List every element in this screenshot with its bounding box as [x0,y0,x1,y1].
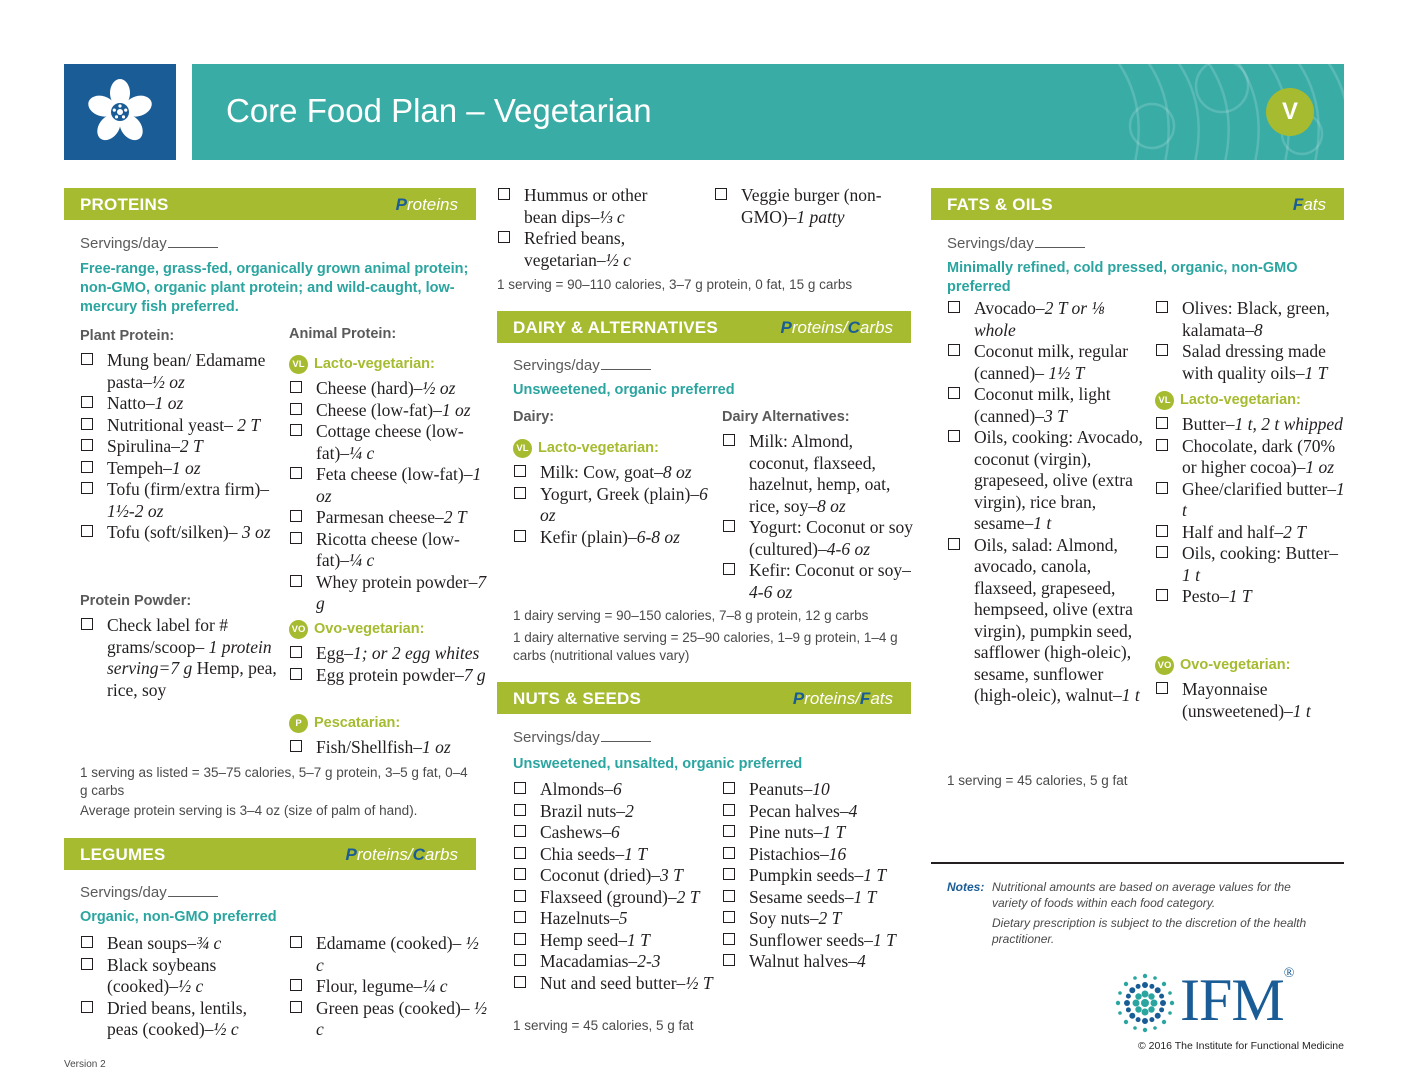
dairy-servings: Servings/day [513,357,651,374]
checkbox[interactable] [290,510,302,522]
checkbox[interactable] [81,482,93,494]
servings-blank[interactable] [168,247,218,248]
nuts-title: NUTS & SEEDS [513,689,642,708]
fats-title: FATS & OILS [947,195,1053,214]
checkbox[interactable] [948,301,960,313]
fats-servings: Servings/day [947,235,1085,252]
checkbox[interactable] [723,890,735,902]
food-item: Hemp seed–1 T [513,930,713,952]
proteins-tag: Proteins [395,195,458,214]
legumes-serving-note: 1 serving = 90–110 calories, 3–7 g protein, 0 fat, 15 g carbs [497,277,853,292]
proteins-preferred: Free-range, grass-fed, organically grown animal protein; non-GMO, organic plant protein; and wild-caught, low-mercury fish preferred. [80,261,469,315]
fats-list-2 [1155,298,1347,384]
food-item: Brazil nuts–2 [513,801,713,823]
checkbox[interactable] [498,231,510,243]
legumes-cont-list-2 [714,185,914,228]
food-item: Cheese (low-fat)–1 oz [289,400,489,422]
ifm-wordmark: IFM® [1180,966,1294,1033]
checkbox[interactable] [723,520,735,532]
food-item: Green peas (cooked)– ½ c [289,998,489,1041]
checkbox[interactable] [723,825,735,837]
checkbox[interactable] [81,958,93,970]
food-item: Ghee/clarified butter–1 t [1155,479,1345,522]
food-item: Check label for # grams/scoop– 1 protein serving=7 g Hemp, pea, rice, soy [80,615,280,701]
food-item: Chia seeds–1 T [513,844,713,866]
protein-powder-heading: Protein Powder: [80,593,192,609]
checkbox[interactable] [723,804,735,816]
checkbox[interactable] [81,439,93,451]
checkbox[interactable] [81,461,93,473]
checkbox[interactable] [290,403,302,415]
food-item: Ricotta cheese (low-fat)–¼ c [289,529,489,572]
checkbox[interactable] [723,933,735,945]
dairy-alternatives-heading: Dairy Alternatives: [722,409,850,425]
plant-protein-heading: Plant Protein: [80,328,175,344]
lacto-vegetarian-label: VL Lacto-vegetarian: [289,352,435,376]
legumes-servings: Servings/day [80,884,218,901]
checkbox[interactable] [81,936,93,948]
checkbox[interactable] [1156,439,1168,451]
food-item: Pistachios–16 [722,844,922,866]
dairy-title: DAIRY & ALTERNATIVES [513,318,718,337]
checkbox[interactable] [1156,301,1168,313]
food-item: Milk: Cow, goat–8 oz [513,462,713,484]
notes-block [947,879,1327,947]
checkbox[interactable] [290,467,302,479]
fats-tag: Fats [1292,195,1326,214]
servings-blank[interactable] [1035,247,1085,248]
checkbox[interactable] [81,525,93,537]
food-item: Refried beans, vegetarian–½ c [497,228,677,271]
food-item: Chocolate, dark (70% or higher cocoa)–1 oz [1155,436,1345,479]
checkbox[interactable] [514,487,526,499]
food-item: Tofu (firm/extra firm)–1½-2 oz [80,479,275,522]
food-item: Cashews–6 [513,822,713,844]
lacto-protein-list [289,378,489,615]
food-item: Tempeh–1 oz [80,458,275,480]
checkbox[interactable] [498,188,510,200]
food-item: Feta cheese (low-fat)–1 oz [289,464,489,507]
fats-header [931,188,1344,220]
proteins-title: PROTEINS [80,195,169,214]
servings-blank[interactable] [168,896,218,897]
fats-ovo-label: VO Ovo-vegetarian: [1155,653,1290,677]
food-item: Kefir: Coconut or soy–4-6 oz [722,560,914,603]
checkbox[interactable] [81,418,93,430]
dairy-tag: Proteins/Carbs [780,318,893,337]
food-item: Soy nuts–2 T [722,908,922,930]
checkbox[interactable] [81,1001,93,1013]
food-item: Dried beans, lentils, peas (cooked)–½ c [80,998,280,1041]
food-item: Olives: Black, green, kalamata–8 [1155,298,1347,341]
food-item: Hazelnuts–5 [513,908,713,930]
fats-ovo-list [1155,679,1345,722]
food-item: Almonds–6 [513,779,713,801]
food-item: Half and half–2 T [1155,522,1345,544]
proteins-serving-note: 1 serving as listed = 35–75 calories, 5–7 g protein, 3–5 g fat, 0–4 g carbs [80,765,468,798]
checkbox[interactable] [514,976,526,988]
nuts-preferred: Unsweetened, unsalted, organic preferred [513,756,803,772]
ovo-protein-list [289,643,489,686]
food-item: Hummus or other bean dips–⅓ c [497,185,677,228]
animal-protein-heading: Animal Protein: [289,326,397,342]
food-item: Egg protein powder–7 g [289,665,489,687]
food-item: Pecan halves–4 [722,801,922,823]
checkbox[interactable] [514,530,526,542]
food-item: Flaxseed (ground)–2 T [513,887,713,909]
dairy-alternatives-list [722,431,914,603]
food-item: Bean soups–¾ c [80,933,280,955]
proteins-header [64,188,476,220]
vegetarian-badge: V [1266,88,1314,136]
checkbox[interactable] [290,646,302,658]
fats-preferred: Minimally refined, cold pressed, organic, non-GMO preferred [947,260,1298,295]
checkbox[interactable] [514,933,526,945]
checkbox[interactable] [723,954,735,966]
food-item: Avocado–2 T or ⅛ whole [947,298,1147,341]
legumes-preferred: Organic, non-GMO preferred [80,909,277,925]
food-item: Whey protein powder–7 g [289,572,489,615]
food-item: Coconut milk, regular (canned)– 1½ T [947,341,1147,384]
checkbox[interactable] [514,804,526,816]
nuts-tag: Proteins/Fats [792,689,893,708]
servings-blank[interactable] [601,369,651,370]
fats-list-1 [947,298,1147,707]
food-item: Macadamias–2-3 [513,951,713,973]
notes-label: Notes: [947,880,985,894]
checkbox[interactable] [723,847,735,859]
checkbox[interactable] [1156,417,1168,429]
checkbox[interactable] [290,740,302,752]
food-item: Yogurt: Coconut or soy (cultured)–4-6 oz [722,517,914,560]
food-item: Veggie burger (non-GMO)–1 patty [714,185,914,228]
checkbox[interactable] [290,668,302,680]
ifm-dots-icon [1110,968,1180,1038]
food-item: Walnut halves–4 [722,951,922,973]
food-item: Black soybeans (cooked)–½ c [80,955,280,998]
food-item: Natto–1 oz [80,393,275,415]
food-item: Milk: Almond, coconut, flaxseed, hazelnut, hemp, oat, rice, soy–8 oz [722,431,914,517]
checkbox[interactable] [81,353,93,365]
dairy-lacto-label: VL Lacto-vegetarian: [513,436,659,460]
checkbox[interactable] [1156,589,1168,601]
flower-icon [64,64,176,160]
fats-serving-note: 1 serving = 45 calories, 5 g fat [947,773,1128,788]
checkbox[interactable] [290,575,302,587]
food-item: Spirulina–2 T [80,436,275,458]
checkbox[interactable] [514,782,526,794]
food-item: Edamame (cooked)– ½ c [289,933,489,976]
food-item: Yogurt, Greek (plain)–6 oz [513,484,713,527]
checkbox[interactable] [514,847,526,859]
food-item: Pine nuts–1 T [722,822,922,844]
food-item: Nut and seed butter–½ T [513,973,713,995]
checkbox[interactable] [723,911,735,923]
food-item: Tofu (soft/silken)– 3 oz [80,522,275,544]
title-bar [192,64,1344,160]
nuts-serving-note: 1 serving = 45 calories, 5 g fat [513,1018,694,1033]
fats-lacto-list [1155,414,1345,608]
food-item: Oils, cooking: Avocado, coconut (virgin), grapeseed, olive (extra virgin), rice bran, sesame–1 t [947,427,1147,535]
checkbox[interactable] [81,396,93,408]
dairy-preferred: Unsweetened, organic preferred [513,382,735,398]
food-item: Cheese (hard)–½ oz [289,378,489,400]
dairy-list [513,462,713,548]
checkbox[interactable] [948,344,960,356]
checkbox[interactable] [81,618,93,630]
pescatarian-label: P Pescatarian: [289,711,400,735]
checkbox[interactable] [514,465,526,477]
legumes-header [64,838,476,870]
food-item: Sunflower seeds–1 T [722,930,922,952]
nuts-header [497,682,911,714]
nuts-list-2 [722,779,922,973]
checkbox[interactable] [948,387,960,399]
notes-line-2: Dietary prescription is subject to the discretion of the health practitioner. [992,916,1307,946]
notes-divider [931,862,1344,864]
food-item: Pumpkin seeds–1 T [722,865,922,887]
checkbox[interactable] [723,782,735,794]
servings-blank[interactable] [601,741,651,742]
food-item: Butter–1 t, 2 t whipped [1155,414,1345,436]
legumes-cont-list-1 [497,185,677,271]
ifm-flower-logo [64,64,176,160]
nuts-servings: Servings/day [513,729,651,746]
dairy-heading: Dairy: [513,409,555,425]
food-item: Pesto–1 T [1155,586,1345,608]
proteins-servings: Servings/day [80,235,218,252]
food-item: Oils, salad: Almond, avocado, canola, flaxseed, grapeseed, hempseed, olive (extra virgin), pumpkin seed, safflower (high-oleic), sesame, sunflower (high-oleic), walnut–1 t [947,535,1147,707]
checkbox[interactable] [514,890,526,902]
checkbox[interactable] [514,954,526,966]
food-item: Coconut (dried)–3 T [513,865,713,887]
dairy-serving-note: 1 dairy serving = 90–150 calories, 7–8 g protein, 12 g carbs [513,608,869,623]
checkbox[interactable] [290,936,302,948]
nuts-list-1 [513,779,713,994]
checkbox[interactable] [514,911,526,923]
notes-line-1: Nutritional amounts are based on average values for the variety of foods within each food category. [992,880,1291,910]
checkbox[interactable] [290,979,302,991]
food-item: Sesame seeds–1 T [722,887,922,909]
checkbox[interactable] [1156,344,1168,356]
dairy-alt-serving-note: 1 dairy alternative serving = 25–90 calories, 1–9 g protein, 1–4 g carbs (nutritional values vary) [513,630,898,663]
checkbox[interactable] [290,424,302,436]
checkbox[interactable] [290,1001,302,1013]
protein-powder-list [80,615,280,701]
food-item: Cottage cheese (low-fat)–¼ c [289,421,489,464]
legumes-list-2 [289,933,489,1041]
food-item: Flour, legume–¼ c [289,976,489,998]
legumes-tag: Proteins/Carbs [345,845,458,864]
pescatarian-list [289,737,489,759]
checkbox[interactable] [1156,525,1168,537]
page-title: Core Food Plan – Vegetarian [226,92,652,129]
legumes-title: LEGUMES [80,845,166,864]
ifm-logo [1110,968,1350,1040]
food-item: Mung bean/ Edamame pasta–½ oz [80,350,275,393]
checkbox[interactable] [290,381,302,393]
copyright: © 2016 The Institute for Functional Medicine [1138,1040,1344,1052]
checkbox[interactable] [1156,682,1168,694]
checkbox[interactable] [723,563,735,575]
ovo-vegetarian-label: VO Ovo-vegetarian: [289,617,424,641]
proteins-average-note: Average protein serving is 3–4 oz (size of palm of hand). [80,803,418,818]
food-item: Coconut milk, light (canned)–3 T [947,384,1147,427]
checkbox[interactable] [723,868,735,880]
checkbox[interactable] [948,430,960,442]
checkbox[interactable] [1156,546,1168,558]
version-label: Version 2 [64,1059,106,1070]
food-item: Salad dressing made with quality oils–1 T [1155,341,1347,384]
food-item: Fish/Shellfish–1 oz [289,737,489,759]
dairy-header [497,311,911,343]
food-item: Kefir (plain)–6-8 oz [513,527,713,549]
food-item: Mayonnaise (unsweetened)–1 t [1155,679,1345,722]
food-item: Peanuts–10 [722,779,922,801]
food-item: Egg–1; or 2 egg whites [289,643,489,665]
checkbox[interactable] [290,532,302,544]
checkbox[interactable] [514,825,526,837]
checkbox[interactable] [715,188,727,200]
checkbox[interactable] [948,538,960,550]
checkbox[interactable] [723,434,735,446]
food-item: Parmesan cheese–2 T [289,507,489,529]
fats-lacto-label: VL Lacto-vegetarian: [1155,388,1301,412]
checkbox[interactable] [1156,482,1168,494]
plant-protein-list [80,350,275,544]
food-item: Oils, cooking: Butter–1 t [1155,543,1345,586]
legumes-list-1 [80,933,280,1041]
food-item: Nutritional yeast– 2 T [80,415,275,437]
checkbox[interactable] [514,868,526,880]
